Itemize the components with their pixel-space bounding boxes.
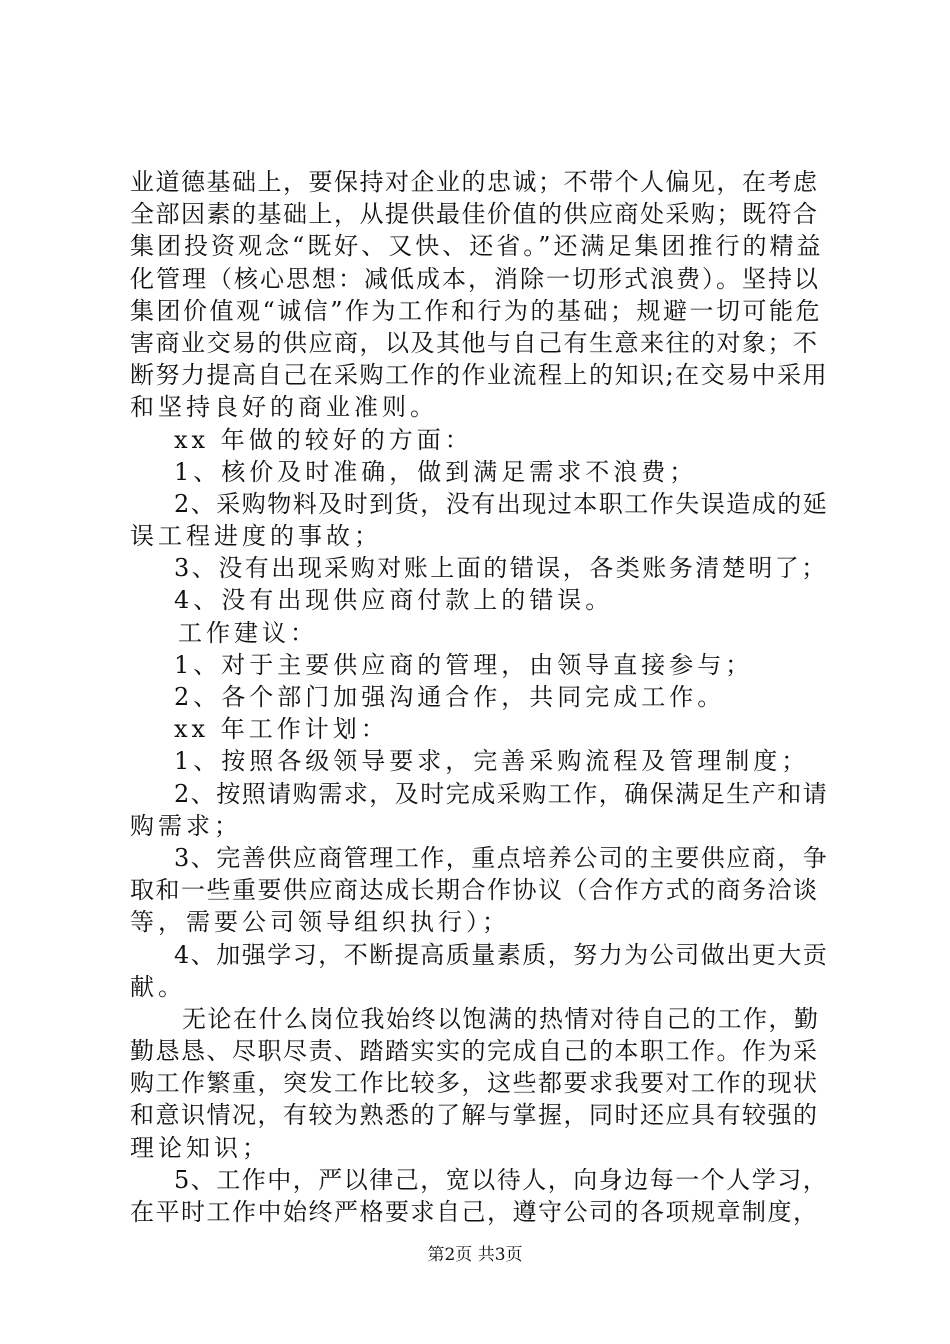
page-footer: 第2页 共3页 — [427, 1245, 523, 1265]
text-line: 4、没有出现供应商付款上的错误。 — [174, 586, 614, 615]
text-line: 集团价值观“诚信”作为工作和行为的基础；规避一切可能危 — [130, 296, 823, 325]
text-line: 1、按照各级领导要求，完善采购流程及管理制度； — [174, 747, 810, 776]
text-line: 理论知识； — [130, 1133, 270, 1162]
text-line: 工作建议： — [178, 618, 318, 647]
text-line: 集团投资观念“既好、又快、还省。”还满足集团推行的精益 — [130, 232, 824, 261]
text-line: 2、各个部门加强沟通合作，共同完成工作。 — [174, 683, 726, 711]
text-line: xx 年工作计划： — [174, 715, 389, 744]
text-line: 化管理（核心思想：减低成本，消除一切形式浪费）。坚持以 — [130, 264, 820, 293]
text-line: 取和一些重要供应商达成长期合作协议（合作方式的商务洽谈 — [130, 876, 819, 905]
text-line: 2、采购物料及时到货，没有出现过本职工作失误造成的延 — [174, 489, 829, 518]
text-line: 2、按照请购需求，及时完成采购工作，确保满足生产和请 — [174, 779, 829, 808]
text-line: 在平时工作中始终严格要求自己，遵守公司的各项规章制度， — [130, 1198, 819, 1226]
text-line: 献。 — [130, 972, 186, 1001]
text-line: 1、对于主要供应商的管理，由领导直接参与； — [174, 650, 754, 679]
text-line: 害商业交易的供应商，以及其他与自己有生意来往的对象；不 — [130, 328, 819, 357]
text-line: 购需求； — [130, 811, 242, 840]
text-line: 无论在什么岗位我始终以饱满的热情对待自己的工作，勤 — [182, 1004, 820, 1033]
text-line: 等，需要公司领导组织执行）； — [130, 908, 510, 937]
text-line: 和坚持良好的商业准则。 — [130, 393, 438, 422]
text-line: 购工作繁重，突发工作比较多，这些都要求我要对工作的现状 — [130, 1069, 819, 1098]
text-line: 3、没有出现采购对账上面的错误，各类账务清楚明了； — [174, 554, 828, 583]
text-line: 误工程进度的事故； — [130, 522, 382, 551]
text-line: 勤恳恳、尽职尽责、踏踏实实的完成自己的本职工作。作为采 — [130, 1037, 819, 1066]
text-line: 全部因素的基础上，从提供最佳价值的供应商处采购；既符合 — [130, 200, 819, 229]
text-line: xx 年做的较好的方面： — [174, 425, 473, 454]
text-line: 断努力提高自己在采购工作的作业流程上的知识;在交易中采用 — [130, 361, 829, 390]
text-line: 3、完善供应商管理工作，重点培养公司的主要供应商，争 — [174, 843, 829, 872]
text-line: 业道德基础上，要保持对企业的忠诚；不带个人偏见，在考虑 — [130, 168, 819, 196]
text-line: 1、核价及时准确，做到满足需求不浪费； — [174, 457, 698, 486]
text-line: 和意识情况，有较为熟悉的了解与掌握，同时还应具有较强的 — [130, 1101, 819, 1130]
document-body — [130, 166, 830, 1228]
text-line: 5、工作中，严以律己，宽以待人，向身边每一个人学习， — [174, 1165, 829, 1194]
text-line: 4、加强学习，不断提高质量素质，努力为公司做出更大贡 — [174, 940, 829, 969]
